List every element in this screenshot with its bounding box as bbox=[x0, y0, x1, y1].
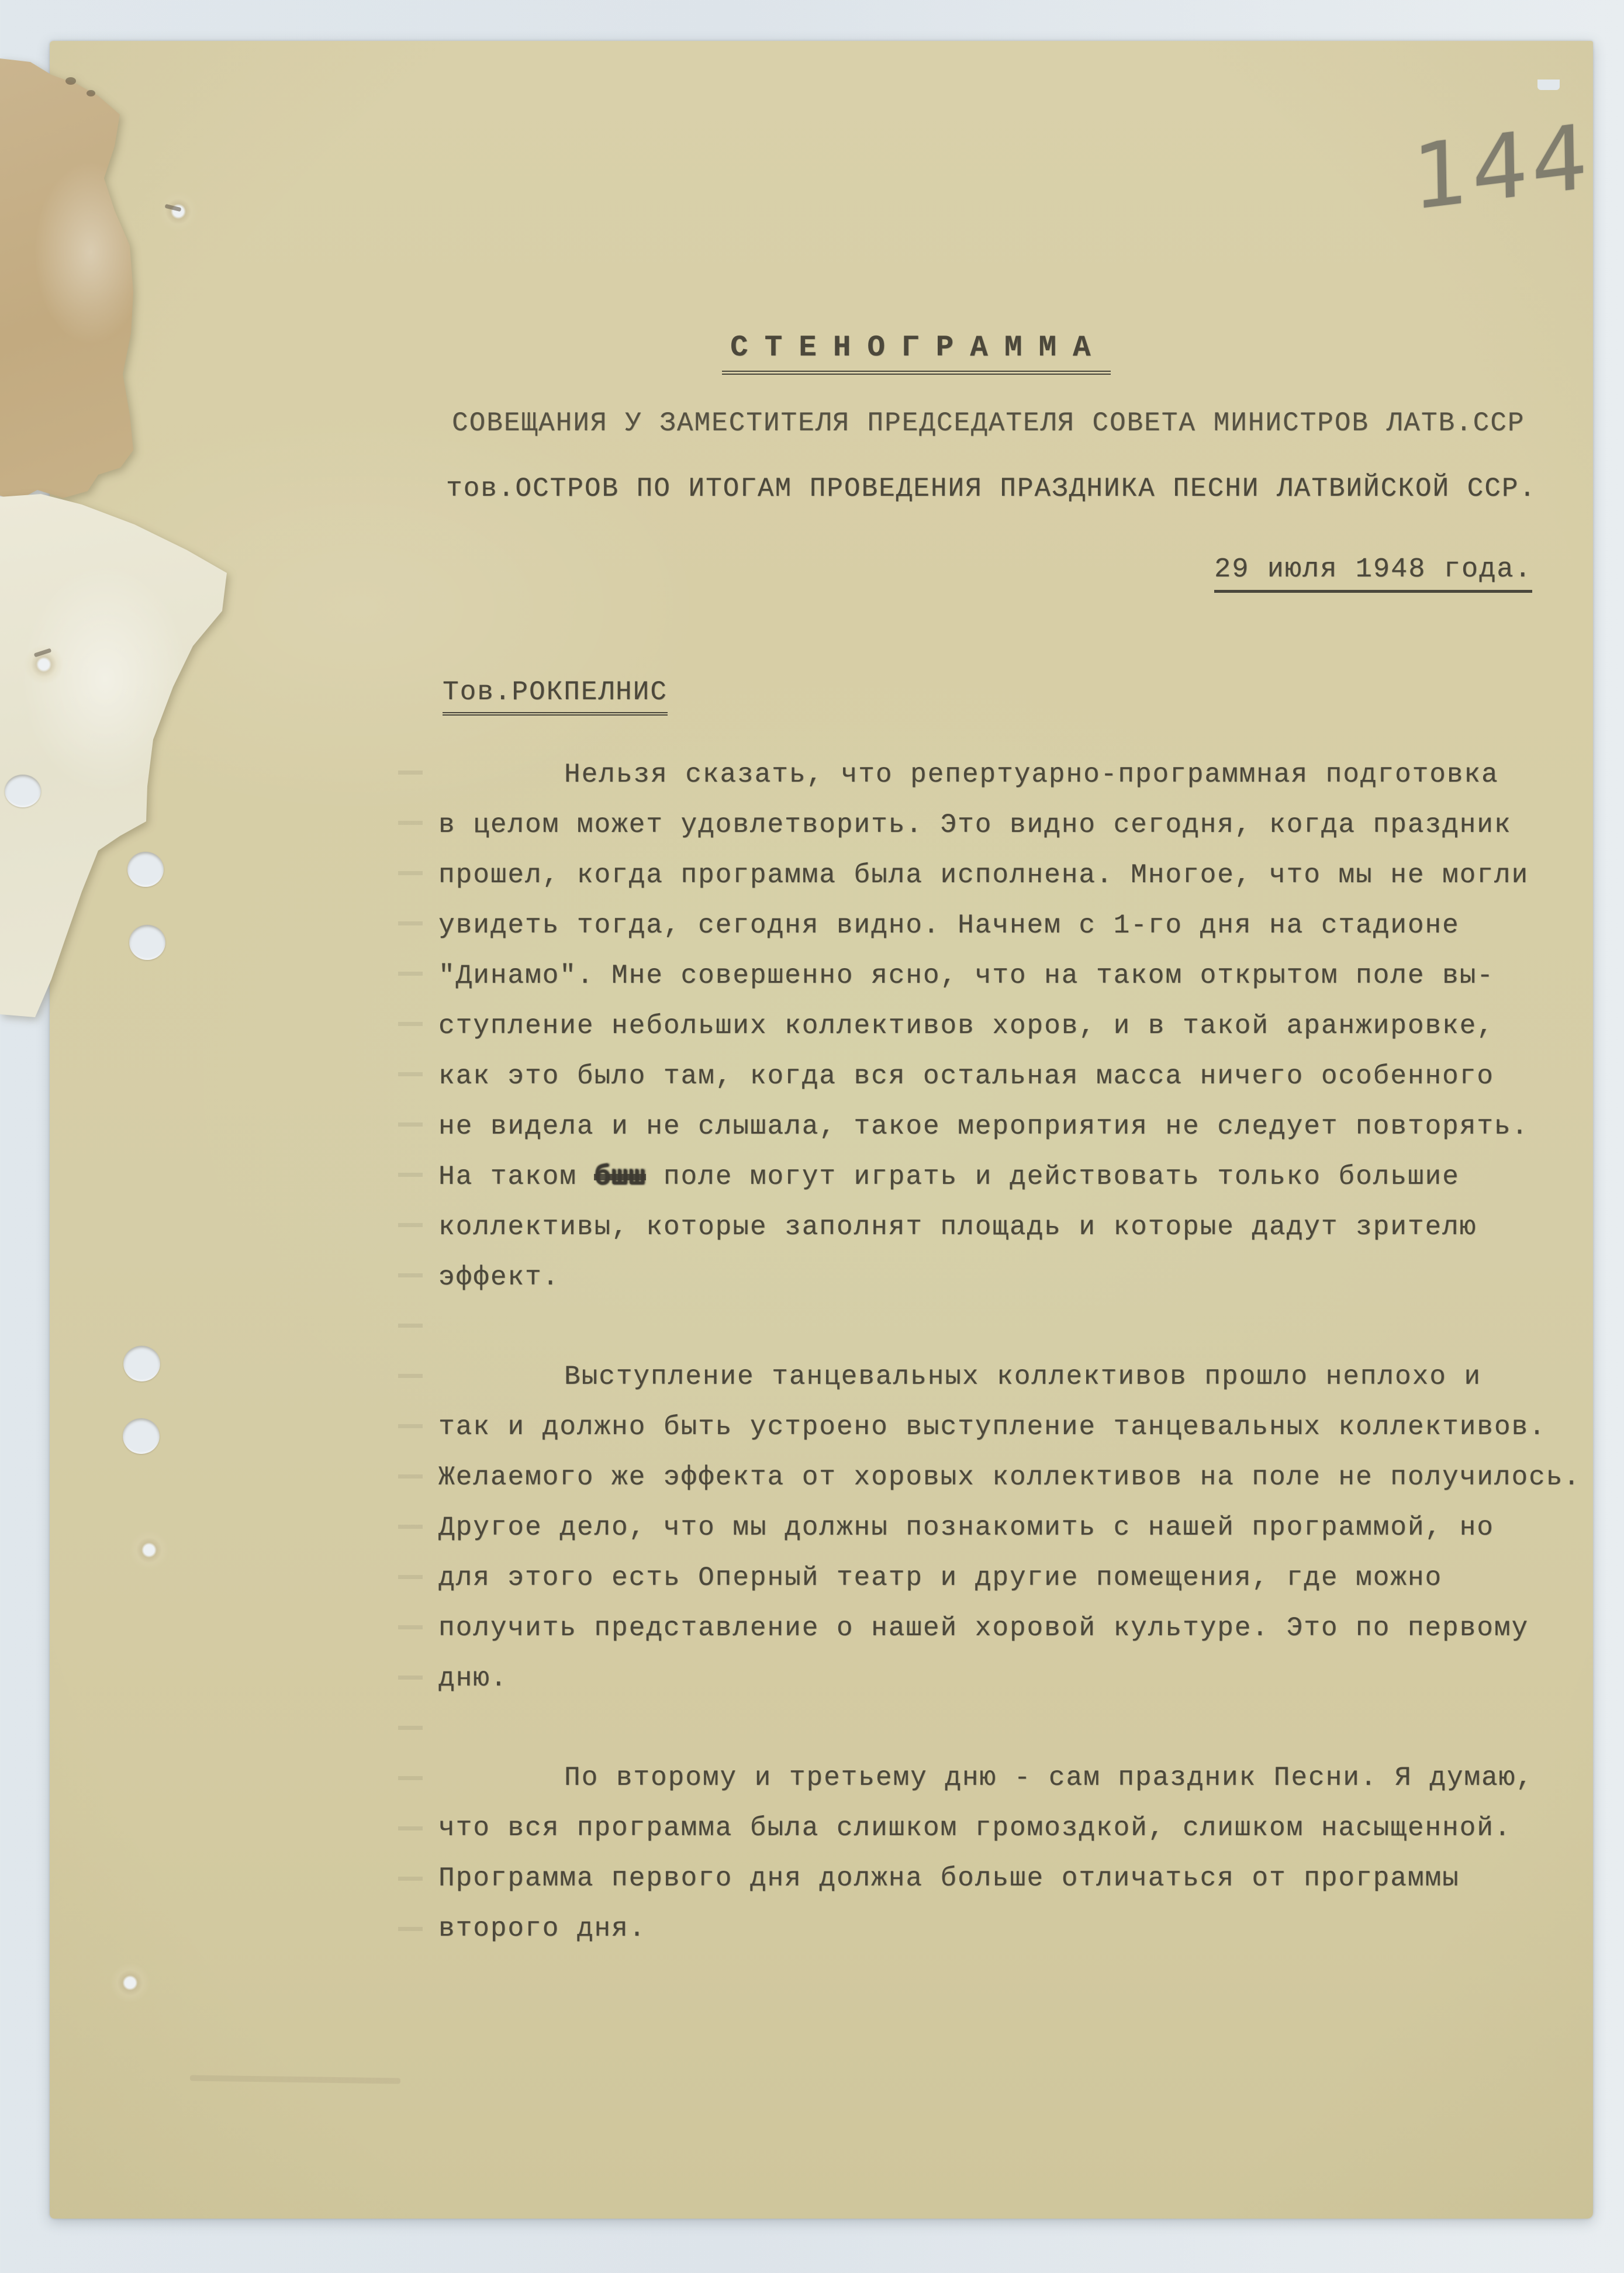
body-line: "Динамо". Мне совершенно ясно, что на таком открытом поле вы- bbox=[438, 961, 1494, 991]
body-line: так и должно быть устроено выступление танцевальных коллективов. bbox=[438, 1412, 1546, 1442]
crumple-mark bbox=[105, 1958, 155, 2005]
speaker-name: Тов.РОКПЕЛНИС bbox=[443, 677, 668, 716]
body-line: как это было там, когда вся остальная масса ничего особенного bbox=[438, 1061, 1494, 1091]
body-line: Желаемого же эффекта от хоровых коллективов на поле не получилось. bbox=[438, 1462, 1581, 1493]
body-line: что вся программа была слишком громоздкой, слишком насыщенной. bbox=[438, 1813, 1512, 1843]
document-body bbox=[438, 749, 1624, 2003]
body-line: Нельзя сказать, что репертуарно-программная подготовка bbox=[564, 759, 1499, 790]
body-line: прошел, когда программа была исполнена. Многое, что мы не могли bbox=[438, 860, 1529, 890]
body-line: Выступление танцевальных коллективов прошло неплохо и bbox=[564, 1362, 1482, 1392]
body-line: увидеть тогда, сегодня видно. Начнем с 1-го дня на стадионе bbox=[438, 910, 1460, 941]
punch-hole bbox=[123, 1346, 160, 1381]
body-line: Программа первого дня должна больше отличаться от программы bbox=[438, 1863, 1460, 1894]
overstruck-word: бшш bbox=[594, 1162, 647, 1192]
document-subtitle-line2: тов.ОСТРОВ ПО ИТОГАМ ПРОВЕДЕНИЯ ПРАЗДНИКА ПЕСНИ ЛАТВИЙСКОЙ ССР. bbox=[446, 474, 1537, 504]
body-line: Другое дело, что мы должны познакомить с нашей программой, но bbox=[438, 1512, 1494, 1543]
document-date: 29 июля 1948 года. bbox=[1214, 554, 1532, 593]
paragraph bbox=[438, 1352, 1624, 1704]
page-edge-notch bbox=[1537, 80, 1560, 90]
left-margin-smudges bbox=[398, 771, 423, 1963]
paragraph bbox=[438, 749, 1624, 1303]
body-line: коллективы, которые заполнят площадь и которые дадут зрителю bbox=[438, 1212, 1477, 1242]
body-line: второго дня. bbox=[438, 1913, 647, 1944]
crumple-mark bbox=[18, 640, 70, 687]
document-page bbox=[50, 41, 1593, 2219]
punch-hole bbox=[123, 1418, 160, 1454]
faint-streak bbox=[190, 2075, 400, 2084]
crumple-mark bbox=[126, 1529, 172, 1570]
torn-fragment-cream bbox=[0, 494, 234, 1023]
body-line-text: На таком bbox=[438, 1162, 595, 1192]
staple-hole-mark bbox=[87, 90, 95, 96]
staple-hole-mark bbox=[65, 77, 76, 85]
torn-fragment-tan-paper bbox=[0, 58, 146, 520]
body-line: По второму и третьему дню - сам праздник Песни. Я думаю, bbox=[564, 1763, 1533, 1793]
punch-hole bbox=[127, 852, 164, 887]
torn-fragment-cream-paper bbox=[0, 494, 234, 1023]
body-line: получить представление о нашей хоровой культуре. Это по первому bbox=[438, 1613, 1529, 1643]
body-line: не видела и не слышала, такое мероприятия не следует повторять. bbox=[438, 1111, 1529, 1142]
torn-hole bbox=[5, 775, 41, 807]
handwritten-page-number: 144 bbox=[1411, 104, 1592, 230]
paragraph bbox=[438, 1753, 1624, 1954]
body-line: для этого есть Оперный театр и другие помещения, где можно bbox=[438, 1563, 1443, 1593]
document-subtitle-line1: СОВЕЩАНИЯ У ЗАМЕСТИТЕЛЯ ПРЕДСЕДАТЕЛЯ СОВЕТА МИНИСТРОВ ЛАТВ.ССР bbox=[452, 408, 1525, 438]
body-line-text: поле могут играть и действовать только большие bbox=[646, 1162, 1460, 1192]
punch-hole bbox=[129, 925, 165, 960]
document-title: СТЕНОГРАММА bbox=[722, 331, 1111, 375]
body-line bbox=[438, 1152, 1624, 1202]
body-line: дню. bbox=[438, 1663, 508, 1694]
body-line: ступление небольших коллективов хоров, и в такой аранжировке, bbox=[438, 1011, 1494, 1041]
body-line: эффект. bbox=[438, 1262, 560, 1293]
torn-fragment-tan bbox=[0, 58, 146, 520]
body-line: в целом может удовлетворить. Это видно сегодня, когда праздник bbox=[438, 810, 1512, 840]
